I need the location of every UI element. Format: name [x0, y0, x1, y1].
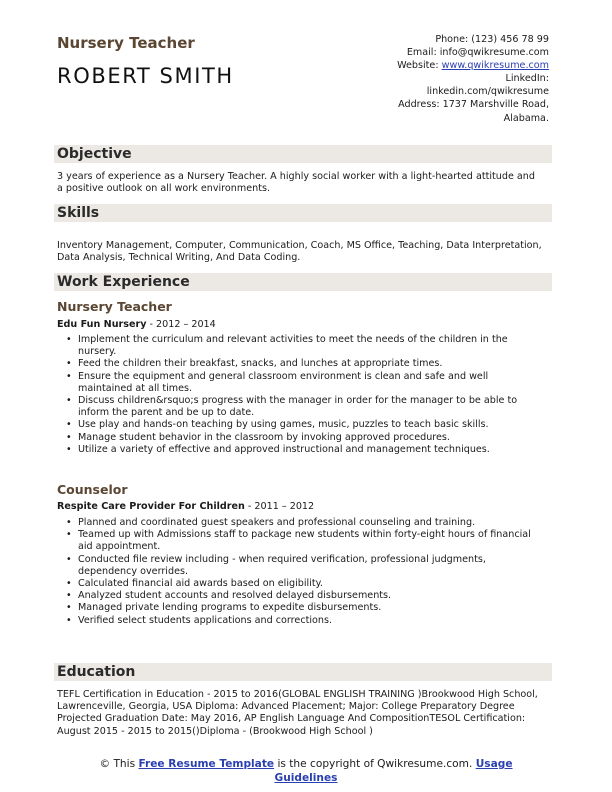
job-title: Nursery Teacher: [57, 34, 195, 52]
list-item: • Manage student behavior in the classroom by invoking approved procedures.: [66, 432, 542, 444]
job-1-duties: [66, 334, 542, 456]
contact-email: Email: info@qwikresume.com: [406, 47, 549, 59]
job-2-dates: - 2011 – 2012: [244, 501, 315, 512]
experience-heading: Work Experience: [57, 274, 190, 290]
copyright-footer: [80, 757, 532, 785]
list-item: • Conducted file review including - when required verification, professional judgments, dependency overrides.: [66, 554, 542, 578]
list-item: • Planned and coordinated guest speakers and professional counseling and training.: [66, 517, 542, 529]
job-1-title: Nursery Teacher: [57, 299, 172, 314]
list-item: • Teamed up with Admissions staff to package new students within forty-eight hours of financial aid appointment.: [66, 529, 542, 553]
job-2-employer: [57, 501, 314, 512]
contact-linkedin-value: linkedin.com/qwikresume: [426, 86, 549, 98]
list-item: • Utilize a variety of effective and approved instructional and management techniques.: [66, 444, 542, 456]
objective-heading: Objective: [57, 146, 132, 162]
job-2-duties: [66, 517, 542, 627]
job-1-employer: [57, 319, 216, 330]
job-1-employer-name: Edu Fun Nursery: [57, 319, 147, 330]
list-item: • Discuss children&rsquo;s progress with the manager in order for the manager to be able to inform the parent and be up to date.: [66, 395, 542, 419]
skills-heading: Skills: [57, 205, 100, 221]
contact-address-line1: Address: 1737 Marshville Road,: [398, 99, 549, 111]
contact-phone: Phone: (123) 456 78 99: [435, 34, 549, 45]
contact-website: [329, 59, 549, 72]
skills-section-header: [54, 204, 552, 222]
job-2-employer-name: Respite Care Provider For Children: [57, 501, 245, 512]
education-heading: Education: [57, 664, 136, 680]
education-text: TEFL Certification in Education - 2015 to 2016(GLOBAL ENGLISH TRAINING )Brookwood High School, Lawrenceville, Georgia, USA Diploma: Advanced Placement; Major: College Preparatory Degree Projected Graduation Date: May 2016, AP English Language And CompositionTESOL Certification: August 2015 - 2015 to 2015()Diploma - (Brookwood High School ): [57, 689, 538, 737]
job-2-title: Counselor: [57, 482, 128, 497]
footer-prefix: © This: [99, 758, 139, 770]
usage-guidelines-link[interactable]: Usage Guidelines: [274, 758, 513, 784]
job-1-dates: - 2012 – 2014: [146, 319, 216, 330]
list-item: • Managed private lending programs to expedite disbursements.: [66, 602, 542, 614]
skills-text: Inventory Management, Computer, Communication, Coach, MS Office, Teaching, Data Interpretation, Data Analysis, Technical Writing, And Data Coding.: [57, 240, 542, 264]
list-item: • Calculated financial aid awards based on eligibility.: [66, 578, 542, 590]
objective-section-header: [54, 145, 552, 163]
website-label: Website:: [397, 60, 442, 72]
list-item: • Implement the curriculum and relevant activities to meet the needs of the children in the nursery.: [66, 334, 542, 358]
experience-section-header: [54, 273, 552, 291]
list-item: • Verified select students applications and corrections.: [66, 615, 542, 627]
list-item: • Use play and hands-on teaching by using games, music, puzzles to teach basic skills.: [66, 419, 542, 431]
free-resume-template-link[interactable]: Free Resume Template: [138, 758, 275, 770]
contact-address-line2: Alabama.: [503, 112, 549, 124]
list-item: • Ensure the equipment and general classroom environment is clean and safe and well maintained at all times.: [66, 371, 542, 395]
objective-text: 3 years of experience as a Nursery Teacher. A highly social worker with a light-hearted attitude and a positive outlook on all work environments.: [57, 171, 535, 195]
contact-block: [329, 33, 549, 125]
website-link[interactable]: www.qwikresume.com: [441, 60, 549, 72]
footer-middle: is the copyright of Qwikresume.com.: [274, 758, 476, 770]
education-section-header: [54, 663, 552, 681]
list-item: • Feed the children their breakfast, snacks, and lunches at appropriate times.: [66, 358, 542, 370]
candidate-name: ROBERT SMITH: [57, 64, 234, 88]
list-item: • Analyzed student accounts and resolved delayed disbursements.: [66, 590, 542, 602]
contact-linkedin-label: LinkedIn:: [505, 73, 549, 85]
